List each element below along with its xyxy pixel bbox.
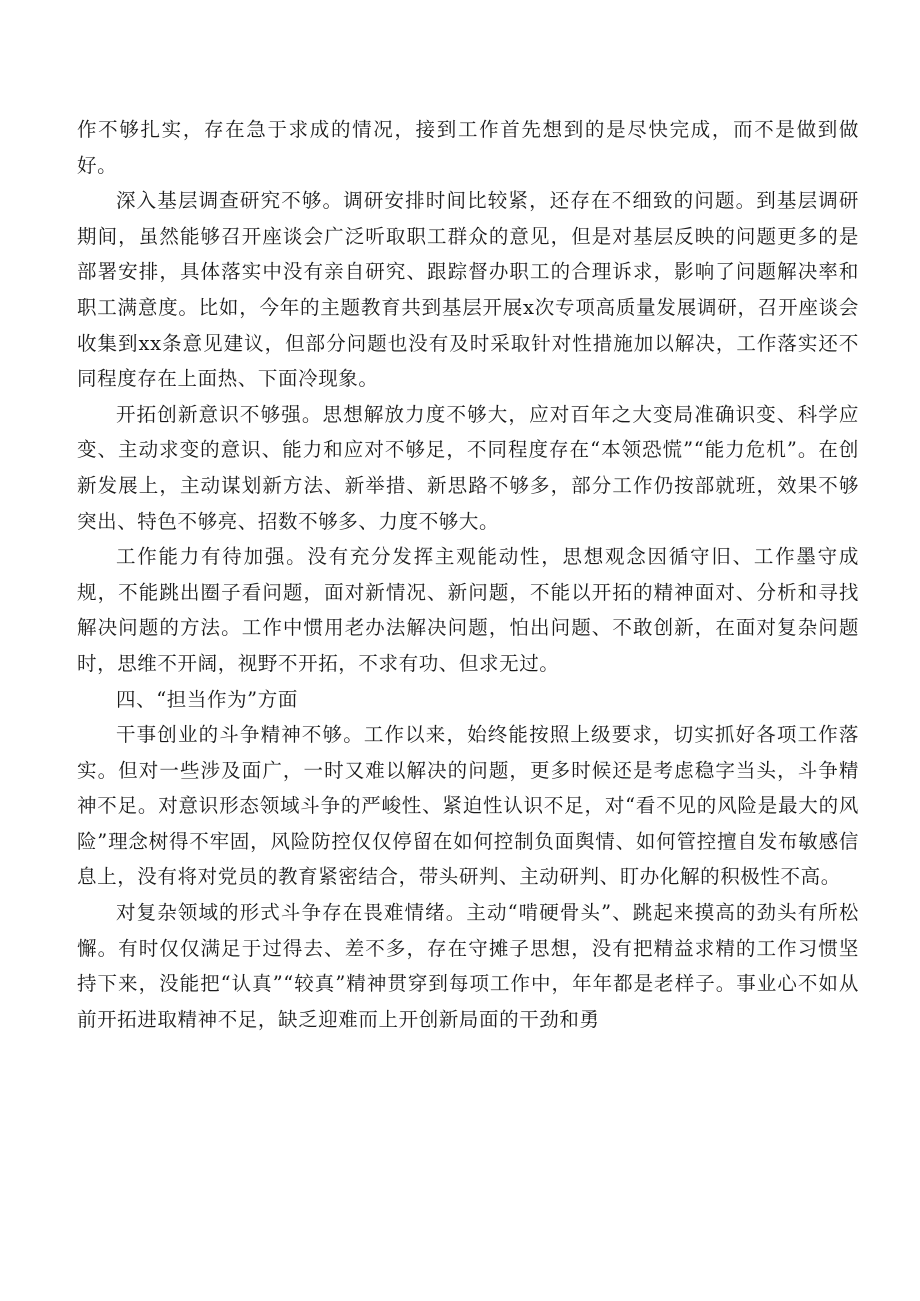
paragraph-grassroots-research: 深入基层调查研究不够。调研安排时间比较紧，还存在不细致的问题。到基层调研期间，虽然能够召开座谈会广泛听取职工群众的意见，但是对基层反映的问题更多的是部署安排，具体落实中没有亲自研究、跟踪督办职工的合理诉求，影响了问题解决率和职工满意度。比如，今年的主题教育共到基层开展x次专项高质量发展调研，召开座谈会收集到xx条意见建议，但部分问题也没有及时采取针对性措施加以解决，工作落实还不同程度存在上面热、下面冷现象。 xyxy=(77,189,859,391)
paragraph-struggle-spirit: 干事创业的斗争精神不够。工作以来，始终能按照上级要求，切实抓好各项工作落实。但对一些涉及面广，一时又难以解决的问题，更多时候还是考虑稳字当头，斗争精神不足。对意识形态领域斗争的严峻性、紧迫性认识不足，对“看不见的风险是最大的风险”理念树得不牢固，风险防控仅仅停留在如何控制负面舆情、如何管控擅自发布敏感信息上，没有将对党员的教育紧密结合，带头研判、主动研判、盯办化解的积极性不高。 xyxy=(77,723,859,889)
paragraph-fear-of-difficulty: 对复杂领域的形式斗争存在畏难情绪。主动“啃硬骨头”、跳起来摸高的劲头有所松懈。有时仅仅满足于过得去、差不多，存在守摊子思想，没有把精益求精的工作习惯坚持下来，没能把“认真”“较真”精神贯穿到每项工作中，年年都是老样子。事业心不如从前开拓进取精神不足，缺乏迎难而上开创新局面的干劲和勇 xyxy=(77,901,859,1031)
document-body xyxy=(77,112,859,1037)
section-heading: 四、“担当作为”方面 xyxy=(116,687,298,711)
paragraph-work-ability: 工作能力有待加强。没有充分发挥主观能动性，思想观念因循守旧、工作墨守成规，不能跳出圈子看问题，面对新情况、新问题，不能以开拓的精神面对、分析和寻找解决问题的方法。工作中惯用老办法解决问题，怕出问题、不敢创新，在面对复杂问题时，思维不开阔，视野不开拓，不求有功、但求无过。 xyxy=(77,545,859,675)
paragraph-innovation-awareness: 开拓创新意识不够强。思想解放力度不够大，应对百年之大变局准确识变、科学应变、主动求变的意识、能力和应对不够足，不同程度存在“本领恐慌”“能力危机”。在创新发展上，主动谋划新方法、新举措、新思路不够多，部分工作仍按部就班，效果不够突出、特色不够亮、招数不够多、力度不够大。 xyxy=(77,402,859,533)
paragraph-continuation: 作不够扎实，存在急于求成的情况，接到工作首先想到的是尽快完成，而不是做到做好。 xyxy=(77,118,859,177)
